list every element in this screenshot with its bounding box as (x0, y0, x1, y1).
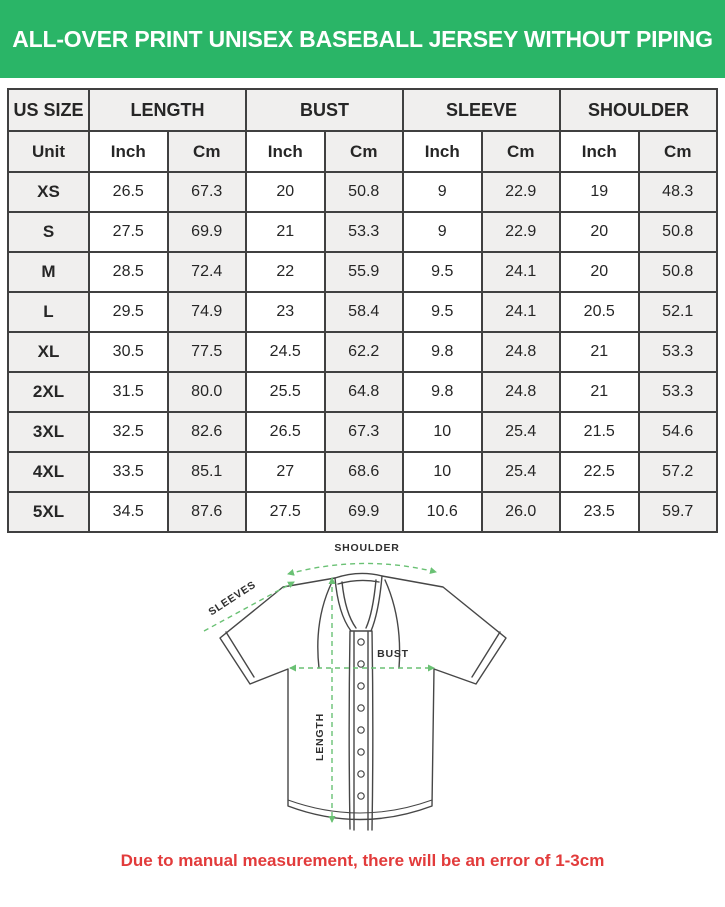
measure-cell: 55.9 (325, 252, 404, 292)
measure-cell: 22.9 (482, 172, 561, 212)
measure-cell: 9.5 (403, 252, 482, 292)
button-icon (358, 661, 364, 667)
col-header-shoulder: SHOULDER (560, 89, 717, 131)
measure-cell: 21 (560, 332, 639, 372)
button-icon (358, 727, 364, 733)
measure-cell: 53.3 (639, 332, 718, 372)
measure-cell: 50.8 (639, 212, 718, 252)
size-row-xs (8, 172, 717, 212)
size-cell: XL (8, 332, 89, 372)
col-header-length: LENGTH (89, 89, 246, 131)
measure-cell: 67.3 (168, 172, 247, 212)
group-header-row (8, 89, 717, 131)
size-row-2xl (8, 372, 717, 412)
measure-cell: 33.5 (89, 452, 168, 492)
measure-cell: 53.3 (639, 372, 718, 412)
measure-cell: 48.3 (639, 172, 718, 212)
measure-cell: 87.6 (168, 492, 247, 532)
measure-cell: 21.5 (560, 412, 639, 452)
shoulder-label: SHOULDER (334, 542, 400, 554)
measure-cell: 21 (560, 372, 639, 412)
measure-cell: 27 (246, 452, 325, 492)
measure-cell: 68.6 (325, 452, 404, 492)
measure-cell: 25.4 (482, 412, 561, 452)
col-header-sleeve: SLEEVE (403, 89, 560, 131)
measure-cell: 77.5 (168, 332, 247, 372)
measure-cell: 52.1 (639, 292, 718, 332)
measure-cell: 9.8 (403, 372, 482, 412)
length-label: LENGTH (314, 713, 326, 761)
measure-cell: 10 (403, 452, 482, 492)
measure-cell: 69.9 (325, 492, 404, 532)
measure-cell: 85.1 (168, 452, 247, 492)
jersey-silhouette (220, 573, 506, 819)
measurement-disclaimer: Due to manual measurement, there will be an error of 1-3cm (120, 851, 605, 870)
measure-cell: 57.2 (639, 452, 718, 492)
measure-cell: 9.8 (403, 332, 482, 372)
measure-cell: 23 (246, 292, 325, 332)
button-icon (358, 683, 364, 689)
col-header-bust: BUST (246, 89, 403, 131)
unit-header-cell: Cm (482, 131, 561, 172)
size-row-xl (8, 332, 717, 372)
size-row-m (8, 252, 717, 292)
size-chart-wrap (7, 88, 718, 533)
size-chart-table (7, 88, 718, 533)
measure-cell: 32.5 (89, 412, 168, 452)
unit-header-cell: Inch (403, 131, 482, 172)
measure-cell: 19 (560, 172, 639, 212)
size-cell: 3XL (8, 412, 89, 452)
measure-cell: 27.5 (246, 492, 325, 532)
button-icon (358, 639, 364, 645)
jersey-diagram-svg (180, 541, 545, 841)
measure-cell: 20 (560, 252, 639, 292)
measure-cell: 50.8 (639, 252, 718, 292)
measure-cell: 9 (403, 212, 482, 252)
size-cell: 5XL (8, 492, 89, 532)
measure-cell: 24.1 (482, 252, 561, 292)
measure-cell: 28.5 (89, 252, 168, 292)
measure-cell: 24.5 (246, 332, 325, 372)
measure-cell: 80.0 (168, 372, 247, 412)
measure-cell: 26.5 (89, 172, 168, 212)
col-header-us-size: US SIZE (8, 89, 89, 131)
size-row-5xl (8, 492, 717, 532)
measure-cell: 26.5 (246, 412, 325, 452)
measure-cell: 22.9 (482, 212, 561, 252)
measure-cell: 22 (246, 252, 325, 292)
measure-cell: 10.6 (403, 492, 482, 532)
measure-cell: 74.9 (168, 292, 247, 332)
measure-cell: 64.8 (325, 372, 404, 412)
button-icon (358, 705, 364, 711)
measure-cell: 25.4 (482, 452, 561, 492)
measure-cell: 54.6 (639, 412, 718, 452)
unit-header-row (8, 131, 717, 172)
size-cell: XS (8, 172, 89, 212)
title-banner (0, 0, 725, 78)
size-cell: 4XL (8, 452, 89, 492)
bust-label: BUST (377, 648, 409, 660)
measure-cell: 58.4 (325, 292, 404, 332)
unit-header-cell: Cm (325, 131, 404, 172)
measure-cell: 53.3 (325, 212, 404, 252)
measure-cell: 82.6 (168, 412, 247, 452)
measure-cell: 31.5 (89, 372, 168, 412)
measure-cell: 24.8 (482, 332, 561, 372)
size-cell: L (8, 292, 89, 332)
size-cell: M (8, 252, 89, 292)
size-cell: 2XL (8, 372, 89, 412)
measure-cell: 30.5 (89, 332, 168, 372)
jersey-measurement-diagram (0, 541, 725, 841)
unit-header-cell: Inch (89, 131, 168, 172)
button-icon (358, 749, 364, 755)
sleeves-label: SLEEVES (206, 578, 259, 619)
measure-cell: 59.7 (639, 492, 718, 532)
size-row-l (8, 292, 717, 332)
measure-cell: 20.5 (560, 292, 639, 332)
measure-cell: 23.5 (560, 492, 639, 532)
measure-cell: 10 (403, 412, 482, 452)
measure-cell: 69.9 (168, 212, 247, 252)
unit-header-cell: Cm (639, 131, 718, 172)
size-row-4xl (8, 452, 717, 492)
measure-cell: 20 (246, 172, 325, 212)
measure-cell: 26.0 (482, 492, 561, 532)
size-row-s (8, 212, 717, 252)
measure-cell: 22.5 (560, 452, 639, 492)
jersey-outline (220, 573, 506, 830)
unit-header-cell: Unit (8, 131, 89, 172)
button-icon (358, 793, 364, 799)
measure-cell: 24.1 (482, 292, 561, 332)
measure-cell: 34.5 (89, 492, 168, 532)
measure-cell: 67.3 (325, 412, 404, 452)
measure-cell: 9.5 (403, 292, 482, 332)
page-title: ALL-OVER PRINT UNISEX BASEBALL JERSEY WITHOUT PIPING (12, 25, 713, 52)
button-icon (358, 771, 364, 777)
measure-cell: 24.8 (482, 372, 561, 412)
measure-cell: 29.5 (89, 292, 168, 332)
size-cell: S (8, 212, 89, 252)
size-row-3xl (8, 412, 717, 452)
shoulder-measure-arrow (288, 563, 436, 574)
measure-cell: 72.4 (168, 252, 247, 292)
measure-cell: 21 (246, 212, 325, 252)
measure-cell: 62.2 (325, 332, 404, 372)
measure-cell: 27.5 (89, 212, 168, 252)
unit-header-cell: Cm (168, 131, 247, 172)
measure-cell: 50.8 (325, 172, 404, 212)
measure-cell: 9 (403, 172, 482, 212)
unit-header-cell: Inch (560, 131, 639, 172)
unit-header-cell: Inch (246, 131, 325, 172)
measure-cell: 20 (560, 212, 639, 252)
measure-cell: 25.5 (246, 372, 325, 412)
